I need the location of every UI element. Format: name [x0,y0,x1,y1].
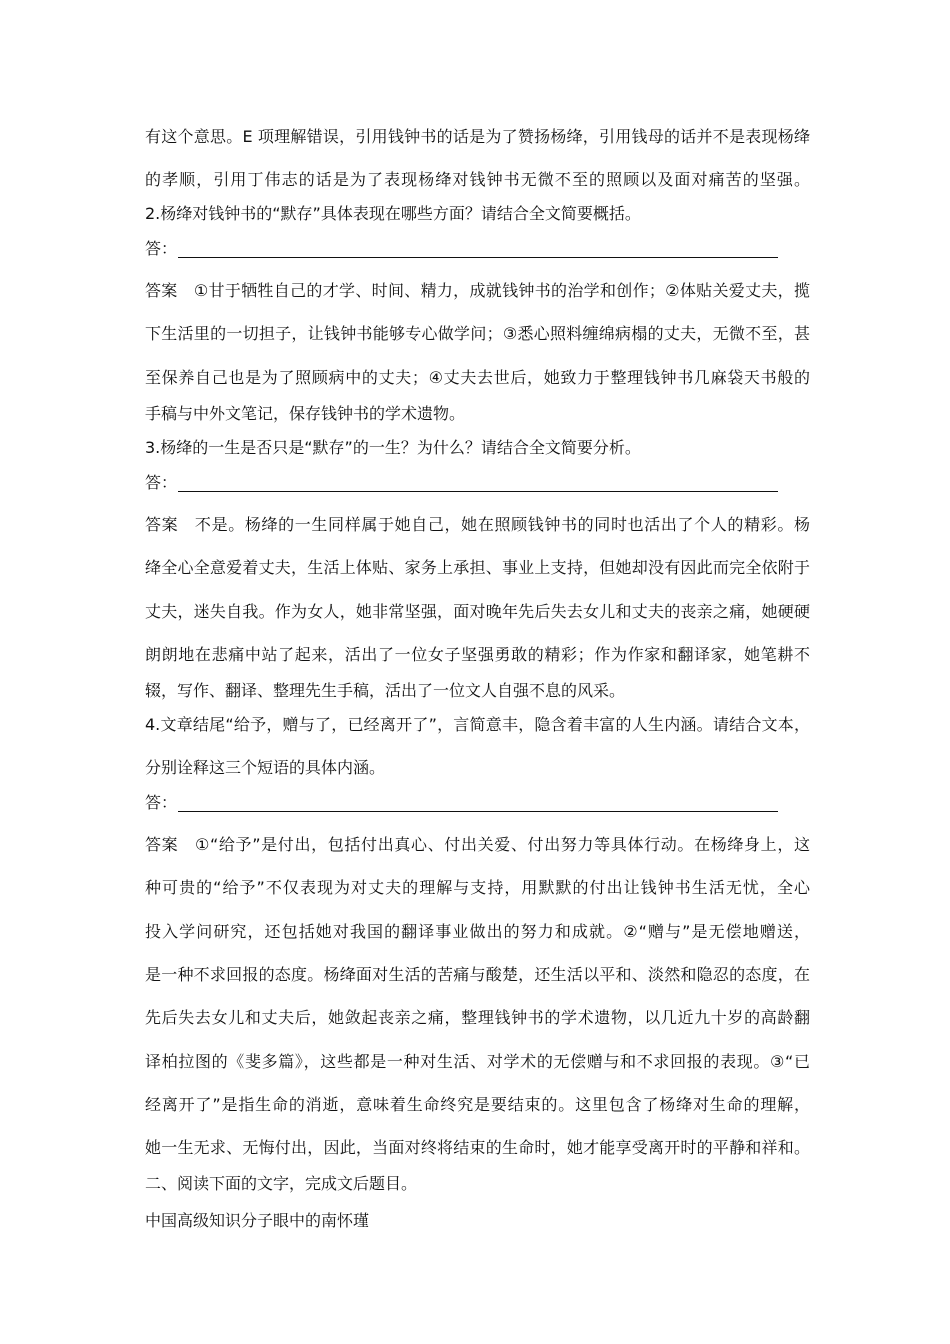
answer-2-line: 下生活里的一切担子，让钱钟书能够专心做学问；③悉心照料缠绵病榻的丈夫，无微不至，甚 [145,324,810,343]
answer-2-line: 至保养自己也是为了照顾病中的丈夫；④丈夫去世后，她致力于整理钱钟书几麻袋天书般的 [145,368,810,387]
answer-3-line: 辍，写作、翻译、整理先生手稿，活出了一位文人自强不息的风采。 [145,681,626,700]
answer-4-line: 先后失去女儿和丈夫后，她敛起丧亲之痛，整理钱钟书的学术遗物，以几近九十岁的高龄翻 [145,1008,810,1027]
answer-3-line: 答案 不是。杨绛的一生同样属于她自己，她在照顾钱钟书的同时也活出了个人的精彩。杨 [145,515,810,534]
question-2: 2.杨绛对钱钟书的“默存”具体表现在哪些方面？请结合全文简要概括。 [145,204,641,223]
answer-3-line: 朗朗地在悲痛中站了起来，活出了一位女子坚强勇敢的精彩；作为作家和翻译家，她笔耕不 [145,645,810,664]
answer-label: 答： [145,793,178,812]
answer-4-line: 答案 ①“给予”是付出，包括付出真心、付出关爱、付出努力等具体行动。在杨绛身上，这 [145,835,810,854]
question-4: 分别诠释这三个短语的具体内涵。 [145,758,386,777]
answer-blank-line[interactable] [178,491,778,492]
answer-blank-line[interactable] [178,811,778,812]
answer-4-line: 投入学问研究，还包括她对我国的翻译事业做出的努力和成就。②“赠与”是无偿地赠送， [145,922,810,941]
article-title: 中国高级知识分子眼中的南怀瑾 [145,1211,370,1230]
text-line: 的孝顺，引用丁伟志的话是为了表现杨绛对钱钟书无微不至的照顾以及面对痛苦的坚强。 [145,170,810,189]
answer-label: 答： [145,473,178,492]
answer-4-line: 是一种不求回报的态度。杨绛面对生活的苦痛与酸楚，还生活以平和、淡然和隐忍的态度，在 [145,965,810,984]
answer-label: 答： [145,239,178,258]
text-line: 有这个意思。E 项理解错误，引用钱钟书的话是为了赞扬杨绛，引用钱母的话并不是表现杨绛 [145,127,810,146]
answer-3-line: 丈夫，迷失自我。作为女人，她非常坚强，面对晚年先后失去女儿和丈夫的丧亲之痛，她硬硬 [145,602,810,621]
answer-2-line: 答案 ①甘于牺牲自己的才学、时间、精力，成就钱钟书的治学和创作；②体贴关爱丈夫，揽 [145,281,810,300]
answer-2-line: 手稿与中外文笔记，保存钱钟书的学术遗物。 [145,404,466,423]
answer-4-line: 经离开了”是指生命的消逝，意味着生命终究是要结束的。这里包含了杨绛对生命的理解， [145,1095,810,1114]
answer-4-line: 种可贵的“给予”不仅表现为对丈夫的理解与支持，用默默的付出让钱钟书生活无忧，全心 [145,878,810,897]
section-heading: 二、阅读下面的文字，完成文后题目。 [145,1174,418,1193]
answer-4-line: 她一生无求、无悔付出，因此，当面对终将结束的生命时，她才能享受离开时的平静和祥和。 [145,1138,810,1157]
question-3: 3.杨绛的一生是否只是“默存”的一生？为什么？请结合全文简要分析。 [145,438,641,457]
answer-3-line: 绛全心全意爱着丈夫，生活上体贴、家务上承担、事业上支持，但她却没有因此而完全依附于 [145,558,810,577]
answer-blank-line[interactable] [178,257,778,258]
question-4: 4.文章结尾“给予，赠与了，已经离开了”，言简意丰，隐含着丰富的人生内涵。请结合文本， [145,715,810,734]
answer-4-line: 译柏拉图的《斐多篇》，这些都是一种对生活、对学术的无偿赠与和不求回报的表现。③“已 [145,1052,810,1071]
